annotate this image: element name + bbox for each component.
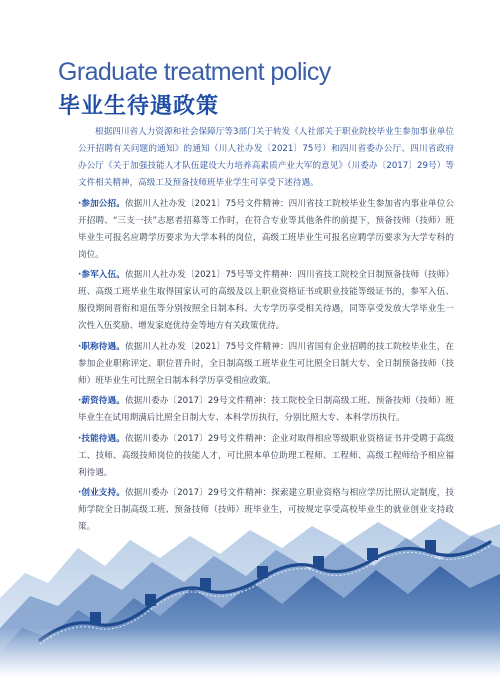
policy-item-lead: ·技能待遇。 [78,433,125,444]
policy-item-text: 依据川委办〔2017〕29号文件精神：企业对取得相应等级职业资格证书并受聘于高级工、技师、高级技师岗位的技能人才，可比照本单位助理工程师、工程师、高级工程师给予相应福利待遇。 [78,433,455,478]
page-title-zh: 毕业生待遇政策 [58,94,220,119]
policy-item-military [78,267,454,335]
great-wall-illustration [0,478,500,678]
policy-item-lead: ·创业支持。 [78,488,125,498]
page-title-en: Graduate treatment policy [58,58,331,86]
policy-item-public-recruitment [78,196,454,264]
policy-item-salary [78,393,454,427]
intro-paragraph: 根据四川省人力资源和社会保障厅等3部门关于转发《人社部关于职业院校毕业生参加事业单位公开招聘有关问题的通知》的通知（川人社办发〔2021〕75号）和四川省委办公厅、四川省政府办公厅《关于加强技能人才队伍建设大力培养高素质产业大军的意见》（川委办〔2017〕29号）等文件相关精神，高级工及预备技师班毕业学生可享受下述待遇。 [78,127,454,188]
policy-item-lead: ·职称待遇。 [78,341,125,352]
policy-item-lead: ·参军入伍。 [78,270,125,280]
policy-item-skill [78,431,454,482]
policy-item-title-treatment [78,339,454,390]
policy-item-text: 依据川人社办发〔2021〕75号文件精神：四川省国有企业招聘的技工院校毕业生，在参加企业职称评定、职位晋升时，全日制高级工班毕业生可比照全日制大专、全日制预备技师（技师）班毕业生可比照全日制本科学历享受相应政策。 [78,341,455,386]
policy-item-text: 依据川委办〔2017〕29号文件精神：技工院校全日制高级工班、预备技师（技师）班毕业生在试用期满后比照全日制大专、本科学历执行，分别比照大专、本科学历执行。 [78,396,455,423]
policy-item-text: 依据川人社办发〔2021〕75号等文件精神：四川省技工院校全日制预备技师（技师）班、高级工班毕业生取得国家认可的高级及以上职业资格证书或职业技能等级证书的，参军入伍、服役期间晋衔和退伍等分别按照全日制本科、大专学历享受相关待遇，同等享受发放大学毕业生一次性入伍奖励、增发家庭优待金等地方有关政策优待。 [78,270,455,331]
policy-item-lead: ·参加公招。 [78,198,125,209]
policy-item-text: 依据川人社办发〔2021〕75号文件精神：四川省技工院校毕业生参加省内事业单位公开招聘、“三支一扶”志愿者招募等工作时，在符合专业等其他条件的前提下，预备技师（技师）班毕业生可报名应聘学历要求为大学本科的岗位，高级工班毕业生可报名应聘学历要求为大学专科的岗位。 [78,198,455,260]
policy-item-lead: ·薪资待遇。 [78,396,125,406]
policy-item-text: 依据川委办〔2017〕29号文件精神：探索建立职业资格与相应学历比照认定制度，技师学院全日制高级工班、预备技师（技师）班毕业生，可按规定享受高校毕业生的就业创业支持政策。 [78,488,455,532]
